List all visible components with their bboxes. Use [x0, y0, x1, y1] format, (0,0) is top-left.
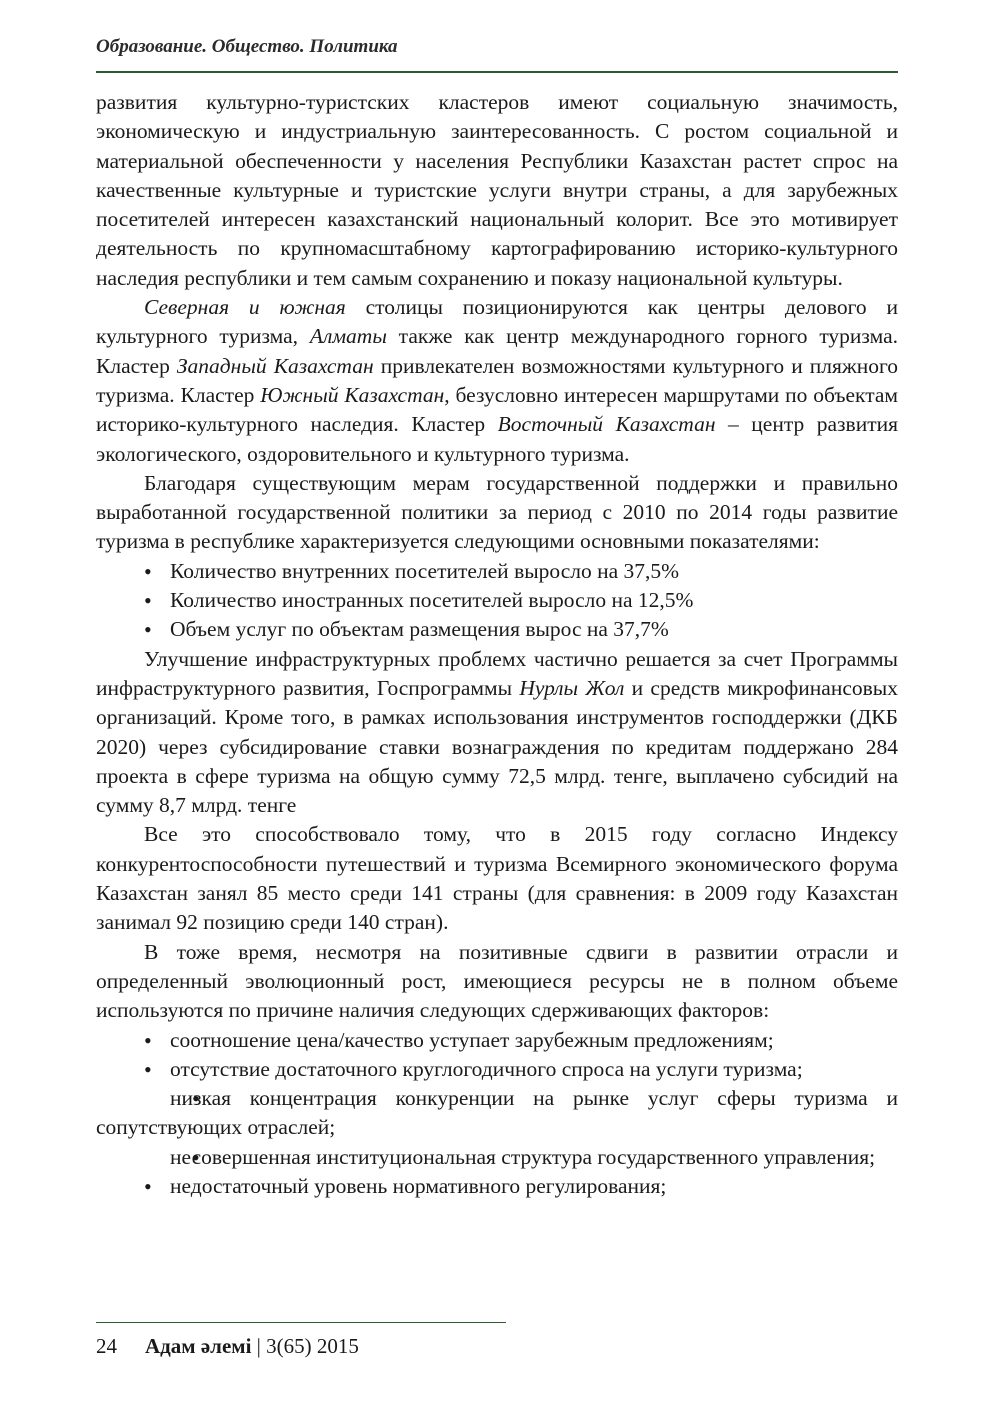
indicator-list	[96, 557, 898, 645]
header-rule	[96, 71, 898, 73]
text-run: – центр развития экологического, оздоровительного и культурного туризма.	[96, 412, 898, 466]
journal-title: Адам әлемі	[145, 1334, 252, 1358]
paragraph-5: Все это способствовало тому, что в 2015 году согласно Индексу конкурентоспособности путешествий и туризма Всемирного экономического форума Казахстан занял 85 место среди 141 страны (для сравнения: в 2009 году Казахстан занимал 92 позицию среди 140 стран).	[96, 822, 898, 935]
paragraph-4	[96, 645, 898, 821]
article-body	[96, 88, 898, 1201]
list-item-text: Объем услуг по объектам размещения вырос на 37,7%	[170, 617, 669, 642]
list-item-text: Количество иностранных посетителей выросло на 12,5%	[170, 588, 694, 613]
list-item-text: несовершенная институциональная структура государственного управления;	[170, 1144, 876, 1169]
list-item	[96, 615, 898, 644]
list-item	[96, 1143, 898, 1172]
issue-info: 3(65) 2015	[266, 1334, 359, 1358]
text-run: Улучшение инфраструктурных проблемх частично решается за счет Программы инфраструктурного развития, Госпрограммы	[96, 646, 898, 700]
italic-term: Западный Казахстан	[176, 353, 374, 378]
italic-term: Южный Казахстан	[260, 382, 445, 407]
list-item	[96, 586, 898, 615]
list-item-text: Количество внутренних посетителей выросло на 37,5%	[170, 558, 680, 583]
italic-term: Алматы	[309, 324, 387, 349]
footer-rule	[96, 1322, 506, 1323]
text-run: столицы позиционируются как центры делового и культурного туризма,	[96, 295, 898, 349]
paragraph-6: В тоже время, несмотря на позитивные сдвиги в развитии отрасли и определенный эволюционный рост, имеющиеся ресурсы не в полном объеме используются по причине наличия следующих сдерживающих факторов:	[96, 939, 898, 1023]
page-footer	[96, 1334, 359, 1359]
list-item	[96, 1084, 898, 1143]
page-number: 24	[96, 1334, 117, 1358]
italic-term: Восточный Казахстан	[497, 412, 716, 437]
paragraph-1: развития культурно-туристских кластеров имеют социальную значимость, экономическую и индустриальную заинтересованность. С ростом социальной и материальной обеспеченности у населения Республики Казахстан растет спрос на качественные культурные и туристские услуги внутри страны, а для зарубежных посетителей интересен казахстанский национальный колорит. Все это мотивирует деятельность по крупномасштабному картографированию историко-культурного наследия республики и тем самым сохранению и показу национальной культуры.	[96, 90, 898, 290]
list-item-text: недостаточный уровень нормативного регулирования;	[170, 1173, 667, 1198]
text-run: также как центр международного горного туризма. Кластер	[96, 324, 899, 378]
list-item	[96, 1026, 898, 1055]
running-title: Образование. Общество. Политика	[96, 36, 398, 57]
paragraph-2	[96, 293, 898, 469]
text-run: привлекателен возможностями культурного и пляжного туризма. Кластер	[96, 353, 899, 407]
list-item-text: отсутствие достаточного круглогодичного спроса на услуги туризма;	[170, 1056, 803, 1081]
list-item-text: низкая концентрация конкуренции на рынке услуг сферы туризма и сопутствующих отраслей;	[96, 1086, 898, 1140]
text-run: , безусловно интересен маршрутами по объектам историко-культурного наследия. Кластер	[96, 382, 899, 437]
footer-separator: |	[251, 1334, 267, 1358]
text-run: и средств микрофинансовых организаций. Кроме того, в рамках использования инструментов господдержки (ДКБ 2020) через субсидирование ставки вознаграждения по кредитам поддержано 284 проекта в сфере туризма на общую сумму 72,5 млрд. тенге, выплачено субсидий на сумму 8,7 млрд. тенге	[96, 675, 899, 818]
list-item-text: соотношение цена/качество уступает зарубежным предложениям;	[170, 1027, 774, 1052]
list-item	[96, 557, 898, 586]
list-item	[96, 1172, 898, 1201]
italic-term: Нурлы Жол	[519, 675, 625, 700]
list-item	[96, 1055, 898, 1084]
italic-term: Северная и южная	[144, 295, 346, 320]
factor-list	[96, 1026, 898, 1202]
paragraph-3: Благодаря существующим мерам государственной поддержки и правильно выработанной государственной политики за период с 2010 по 2014 годы развитие туризма в республике характеризуется следующими основными показателями:	[96, 470, 898, 554]
